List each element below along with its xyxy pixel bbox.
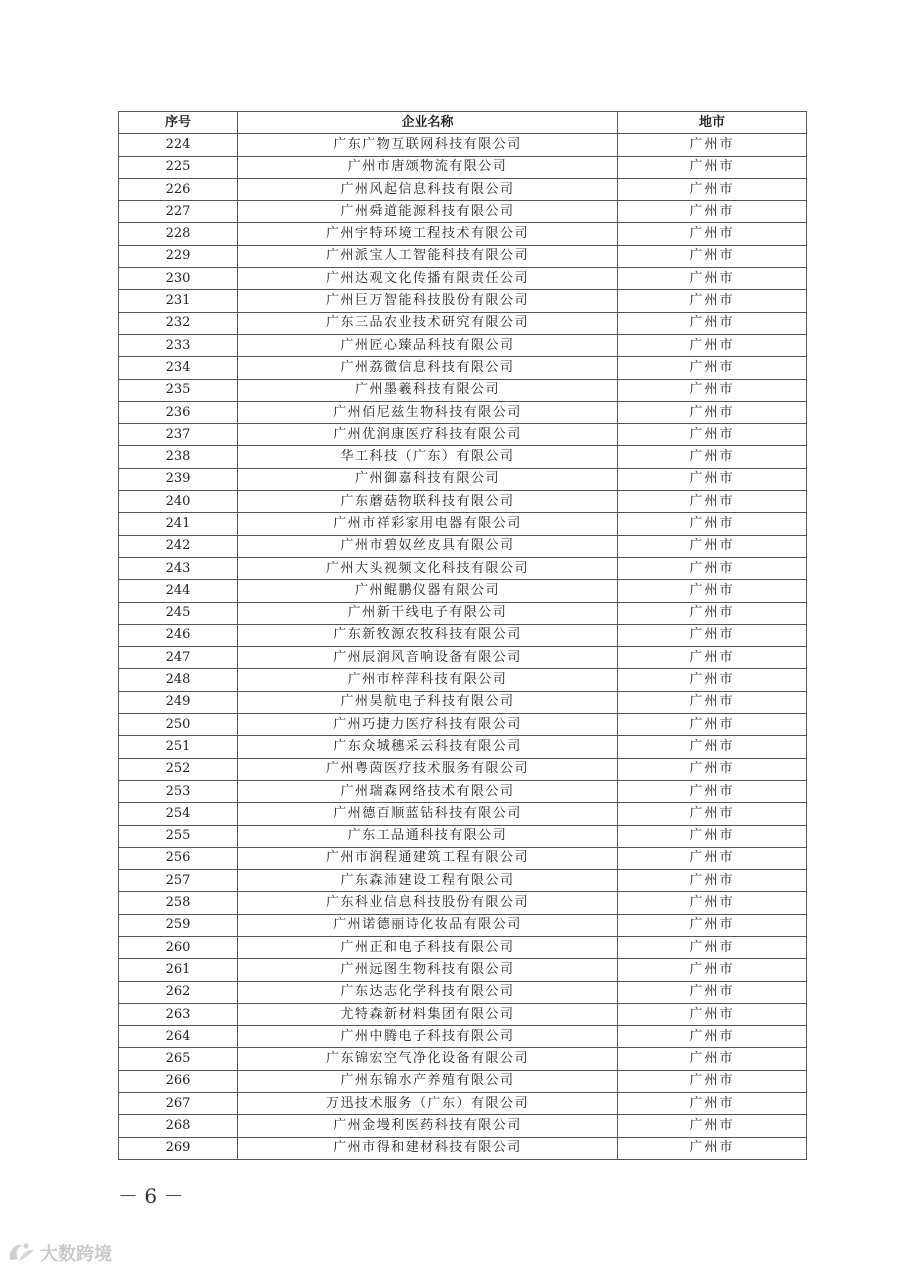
row-index: 241 [119, 513, 238, 535]
table-row [119, 357, 807, 379]
table-row [119, 1115, 807, 1137]
row-city: 广州市 [618, 714, 807, 736]
table-row [119, 870, 807, 892]
table-row [119, 1070, 807, 1092]
row-company-name: 广州诺德丽诗化妆品有限公司 [238, 914, 618, 936]
row-company-name: 广州达观文化传播有限责任公司 [238, 268, 618, 290]
row-index: 250 [119, 714, 238, 736]
row-city: 广州市 [618, 1048, 807, 1070]
table-row [119, 557, 807, 579]
row-city: 广州市 [618, 245, 807, 267]
row-index: 248 [119, 669, 238, 691]
row-index: 252 [119, 758, 238, 780]
row-company-name: 广州昊航电子科技有限公司 [238, 691, 618, 713]
row-city: 广州市 [618, 178, 807, 200]
table-row [119, 468, 807, 490]
row-index: 224 [119, 134, 238, 156]
table-row [119, 714, 807, 736]
table-row [119, 892, 807, 914]
row-company-name: 广州舜道能源科技有限公司 [238, 201, 618, 223]
table-row [119, 758, 807, 780]
row-index: 258 [119, 892, 238, 914]
table-row [119, 201, 807, 223]
row-city: 广州市 [618, 446, 807, 468]
row-city: 广州市 [618, 424, 807, 446]
table-row [119, 245, 807, 267]
table-row [119, 602, 807, 624]
table-row [119, 535, 807, 557]
table-row [119, 268, 807, 290]
row-company-name: 万迅技术服务（广东）有限公司 [238, 1093, 618, 1115]
table-row [119, 491, 807, 513]
row-company-name: 广州市得和建材科技有限公司 [238, 1137, 618, 1159]
header-company-name: 企业名称 [238, 112, 618, 134]
row-index: 237 [119, 424, 238, 446]
row-city: 广州市 [618, 936, 807, 958]
table-row [119, 825, 807, 847]
row-company-name: 广东蘑菇物联科技有限公司 [238, 491, 618, 513]
table-row [119, 1048, 807, 1070]
row-index: 257 [119, 870, 238, 892]
row-index: 259 [119, 914, 238, 936]
table-row [119, 691, 807, 713]
table-row [119, 669, 807, 691]
row-company-name: 广州辰润风音响设备有限公司 [238, 647, 618, 669]
row-company-name: 广东工品通科技有限公司 [238, 825, 618, 847]
watermark [6, 1238, 112, 1268]
table-row [119, 981, 807, 1003]
row-city: 广州市 [618, 736, 807, 758]
row-index: 264 [119, 1026, 238, 1048]
row-company-name: 广州鲲鹏仪器有限公司 [238, 580, 618, 602]
row-company-name: 广州市梓萍科技有限公司 [238, 669, 618, 691]
table-row [119, 624, 807, 646]
row-company-name: 广州巨万智能科技股份有限公司 [238, 290, 618, 312]
row-company-name: 广州大头视频文化科技有限公司 [238, 557, 618, 579]
row-index: 229 [119, 245, 238, 267]
table-row [119, 1003, 807, 1025]
row-company-name: 尤特森新材料集团有限公司 [238, 1003, 618, 1025]
row-city: 广州市 [618, 1137, 807, 1159]
table-row [119, 580, 807, 602]
row-index: 230 [119, 268, 238, 290]
table-row [119, 223, 807, 245]
row-company-name: 广州远图生物科技有限公司 [238, 959, 618, 981]
table-row [119, 134, 807, 156]
row-index: 234 [119, 357, 238, 379]
table-row [119, 936, 807, 958]
watermark-text: 大数跨境 [40, 1244, 112, 1265]
row-index: 233 [119, 334, 238, 356]
table-row [119, 290, 807, 312]
row-company-name: 广州新干线电子有限公司 [238, 602, 618, 624]
row-company-name: 广州中腾电子科技有限公司 [238, 1026, 618, 1048]
row-city: 广州市 [618, 981, 807, 1003]
row-city: 广州市 [618, 959, 807, 981]
row-city: 广州市 [618, 1115, 807, 1137]
row-index: 267 [119, 1093, 238, 1115]
row-index: 255 [119, 825, 238, 847]
row-index: 227 [119, 201, 238, 223]
row-city: 广州市 [618, 914, 807, 936]
row-city: 广州市 [618, 312, 807, 334]
row-company-name: 广州金墁利医药科技有限公司 [238, 1115, 618, 1137]
row-company-name: 广州宇特环境工程技术有限公司 [238, 223, 618, 245]
row-city: 广州市 [618, 491, 807, 513]
row-company-name: 广东三品农业技术研究有限公司 [238, 312, 618, 334]
row-company-name: 广东森沛建设工程有限公司 [238, 870, 618, 892]
row-index: 263 [119, 1003, 238, 1025]
row-company-name: 广州正和电子科技有限公司 [238, 936, 618, 958]
row-index: 245 [119, 602, 238, 624]
row-index: 260 [119, 936, 238, 958]
row-city: 广州市 [618, 647, 807, 669]
row-city: 广州市 [618, 223, 807, 245]
row-city: 广州市 [618, 468, 807, 490]
row-index: 251 [119, 736, 238, 758]
table-row [119, 401, 807, 423]
row-index: 228 [119, 223, 238, 245]
row-index: 243 [119, 557, 238, 579]
table-row [119, 647, 807, 669]
row-index: 253 [119, 780, 238, 802]
row-index: 268 [119, 1115, 238, 1137]
table-row [119, 847, 807, 869]
table-row [119, 914, 807, 936]
row-company-name: 广州优润康医疗科技有限公司 [238, 424, 618, 446]
table-body [119, 134, 807, 1160]
row-city: 广州市 [618, 134, 807, 156]
row-city: 广州市 [618, 401, 807, 423]
row-index: 235 [119, 379, 238, 401]
table-row [119, 736, 807, 758]
row-company-name: 广州巧捷力医疗科技有限公司 [238, 714, 618, 736]
row-index: 232 [119, 312, 238, 334]
row-city: 广州市 [618, 780, 807, 802]
row-index: 249 [119, 691, 238, 713]
table-row [119, 780, 807, 802]
table-row [119, 334, 807, 356]
row-index: 265 [119, 1048, 238, 1070]
row-city: 广州市 [618, 357, 807, 379]
row-index: 239 [119, 468, 238, 490]
page-number: － 6 － [118, 1184, 184, 1208]
row-company-name: 广州市润程通建筑工程有限公司 [238, 847, 618, 869]
row-city: 广州市 [618, 379, 807, 401]
row-city: 广州市 [618, 870, 807, 892]
row-city: 广州市 [618, 847, 807, 869]
row-index: 256 [119, 847, 238, 869]
table-row [119, 379, 807, 401]
row-index: 261 [119, 959, 238, 981]
header-index: 序号 [119, 112, 238, 134]
table-row [119, 312, 807, 334]
table-row [119, 446, 807, 468]
row-company-name: 广东新牧源农牧科技有限公司 [238, 624, 618, 646]
row-index: 236 [119, 401, 238, 423]
table-row [119, 1026, 807, 1048]
row-city: 广州市 [618, 892, 807, 914]
row-company-name: 广东广物互联网科技有限公司 [238, 134, 618, 156]
row-company-name: 广州市碧奴丝皮具有限公司 [238, 535, 618, 557]
row-company-name: 广州东锦水产养殖有限公司 [238, 1070, 618, 1092]
row-city: 广州市 [618, 669, 807, 691]
row-index: 254 [119, 803, 238, 825]
row-index: 247 [119, 647, 238, 669]
row-index: 242 [119, 535, 238, 557]
table-row [119, 513, 807, 535]
row-index: 269 [119, 1137, 238, 1159]
row-city: 广州市 [618, 602, 807, 624]
row-city: 广州市 [618, 535, 807, 557]
row-company-name: 广州荔微信息科技有限公司 [238, 357, 618, 379]
row-city: 广州市 [618, 825, 807, 847]
row-city: 广州市 [618, 1070, 807, 1092]
row-company-name: 广州御嘉科技有限公司 [238, 468, 618, 490]
table-row [119, 178, 807, 200]
row-company-name: 广东众城穗采云科技有限公司 [238, 736, 618, 758]
row-company-name: 广东科业信息科技股份有限公司 [238, 892, 618, 914]
row-company-name: 广东达志化学科技有限公司 [238, 981, 618, 1003]
row-city: 广州市 [618, 513, 807, 535]
row-city: 广州市 [618, 1093, 807, 1115]
row-company-name: 广州佰尼兹生物科技有限公司 [238, 401, 618, 423]
row-city: 广州市 [618, 1003, 807, 1025]
row-city: 广州市 [618, 290, 807, 312]
row-company-name: 广州粤茵医疗技术服务有限公司 [238, 758, 618, 780]
row-index: 262 [119, 981, 238, 1003]
row-city: 广州市 [618, 803, 807, 825]
row-company-name: 广州派宝人工智能科技有限公司 [238, 245, 618, 267]
row-city: 广州市 [618, 691, 807, 713]
row-company-name: 广州瑞森网络技术有限公司 [238, 780, 618, 802]
table-header-row [119, 112, 807, 134]
row-index: 266 [119, 1070, 238, 1092]
row-company-name: 广州墨羲科技有限公司 [238, 379, 618, 401]
table-row [119, 803, 807, 825]
row-company-name: 华工科技（广东）有限公司 [238, 446, 618, 468]
row-company-name: 广州市唐颂物流有限公司 [238, 156, 618, 178]
row-city: 广州市 [618, 268, 807, 290]
header-city: 地市 [618, 112, 807, 134]
row-city: 广州市 [618, 580, 807, 602]
table-row [119, 424, 807, 446]
table-row [119, 1137, 807, 1159]
row-index: 231 [119, 290, 238, 312]
table-row [119, 1093, 807, 1115]
row-company-name: 广州匠心臻品科技有限公司 [238, 334, 618, 356]
row-city: 广州市 [618, 557, 807, 579]
row-index: 240 [119, 491, 238, 513]
enterprise-table [118, 111, 807, 1160]
row-index: 226 [119, 178, 238, 200]
row-index: 246 [119, 624, 238, 646]
brand-logo-icon [6, 1240, 36, 1266]
row-index: 238 [119, 446, 238, 468]
row-city: 广州市 [618, 334, 807, 356]
row-city: 广州市 [618, 758, 807, 780]
table-row [119, 959, 807, 981]
row-city: 广州市 [618, 624, 807, 646]
table-row [119, 156, 807, 178]
row-city: 广州市 [618, 1026, 807, 1048]
row-city: 广州市 [618, 201, 807, 223]
row-city: 广州市 [618, 156, 807, 178]
row-company-name: 广州风起信息科技有限公司 [238, 178, 618, 200]
row-company-name: 广州德百顺蓝钻科技有限公司 [238, 803, 618, 825]
row-company-name: 广州市祥彩家用电器有限公司 [238, 513, 618, 535]
row-company-name: 广东锦宏空气净化设备有限公司 [238, 1048, 618, 1070]
row-index: 244 [119, 580, 238, 602]
row-index: 225 [119, 156, 238, 178]
